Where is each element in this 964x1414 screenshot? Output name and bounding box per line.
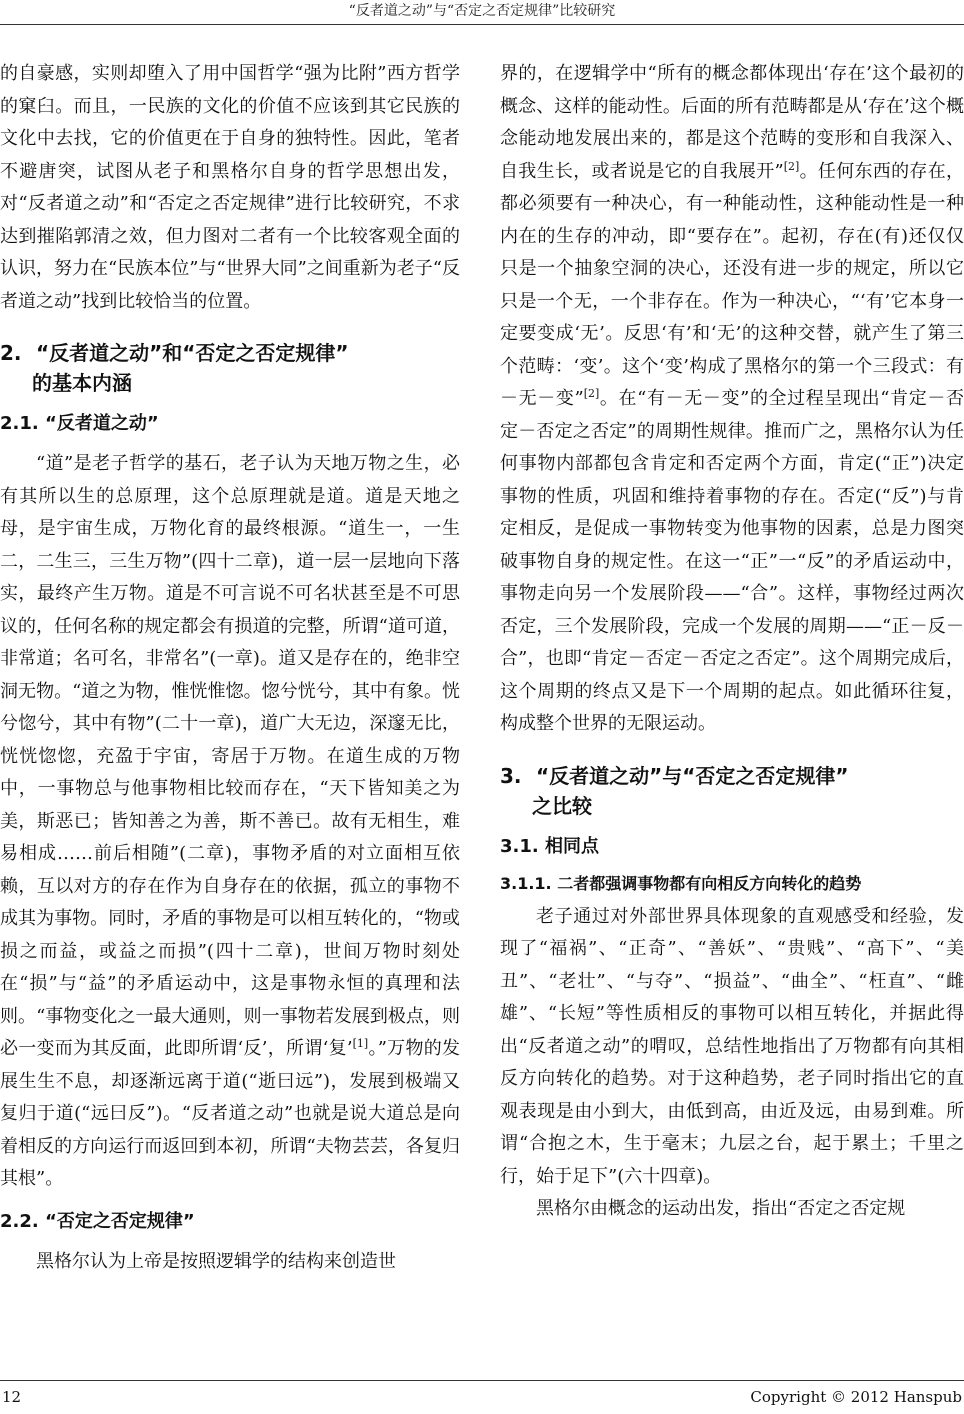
page-footer [0, 1374, 964, 1414]
section-2-1-text-a: “道”是老子哲学的基石，老子认为天地万物之生，必有其所以生的总原理，这个总原理就是道。道是天地之母，是宇宙生成，万物化育的最终根源。“道生一，一生二，二生三，三生万物”(四十二章)，道一层一层地向下落实，最终产生万物。道是不可言说不可名状甚至是不可思议的，任何名称的规定都会有损道的完整，所谓“道可道，非常道；名可名，非常名”(一章)。道又是存在的，绝非空洞无物。“道之为物，惟恍惟惚。惚兮恍兮，其中有象。恍兮惚兮，其中有物”(二十一章)，道广大无边，深邃无比，恍恍惚惚，充盈于宇宙，寄居于万物。在道生成的万物中，一事物总与他事物相比较而存在，“天下皆知美之为美，斯恶已；皆知善之为善，斯不善已。故有无相生，难易相成……前后相随”(二章)，事物矛盾的对立面相互依赖，互以对方的存在作为自身存在的依据，孤立的事物不成其为事物。同时，矛盾的事物是可以相互转化的，“物或损之而益，或益之而损”(四十二章)，世间万物时刻处在“损”与“益”的矛盾运动中，这是事物永恒的真理和法则。“事物变化之一最大通则，则一事物若发展到极点，则必一变而为其反面，此即所谓‘反’，所谓‘复’ [0, 453, 460, 1059]
citation-ref: [1] [352, 1037, 369, 1050]
citation-ref: [2] [783, 159, 800, 173]
continued-text-b: 。任何东西的存在，都必须要有一种决心，有一种能动性，这种能动性是一种内在的生存的冲动，即“要存在”。起初，存在(有)还仅仅只是一个抽象空洞的决心，还没有进一步的规定，所以它只是一个无，一个非存在。作为一种决心，“‘有’它本身一定要变成‘无’。反思‘有’和‘无’的这种交替，就产生了第三个范畴：‘变’。这个‘变’构成了黑格尔的第一个三段式：有－无－变” [500, 160, 964, 409]
section-3-title-line1: “反者道之动”与“否定之否定规律” [536, 763, 849, 788]
footer-rule [0, 1380, 964, 1381]
section-3-1-1-heading: 3.1.1. 二者都强调事物都有向相反方向转化的趋势 [500, 873, 862, 893]
left-column [0, 58, 460, 1278]
continued-paragraph [500, 58, 964, 741]
section-2-heading [0, 338, 460, 398]
section-2-number: 2. [0, 341, 22, 365]
section-3-heading [500, 761, 964, 821]
continued-text-a: 界的，在逻辑学中“所有的概念都体现出‘存在’这个最初的概念、这样的能动性。后面的所有范畴都是从‘存在’这个概念能动地发展出来的，都是这个范畴的变形和自我深入、自我生长，或者说是它的自我展开” [500, 63, 964, 182]
section-3-1-heading: 3.1. 相同点 [500, 835, 599, 857]
intro-paragraph: 的自豪感，实则却堕入了用中国哲学“强为比附”西方哲学的窠臼。而且，一民族的文化的价值不应该到其它民族的文化中去找，它的价值更在于自身的独特性。因此，笔者不避唐突，试图从老子和黑格尔自身的哲学思想出发，对“反者道之动”和“否定之否定规律”进行比较研究，不求达到摧陷郭清之效，但力图对二者有一个比较客观全面的认识，努力在“民族本位”与“世界大同”之间重新为老子“反者道之动”找到比较恰当的位置。 [0, 63, 461, 312]
section-3-number: 3. [500, 763, 522, 788]
citation-ref: [2] [583, 387, 600, 400]
section-2-2-paragraph: 黑格尔认为上帝是按照逻辑学的结构来创造世 [36, 1250, 396, 1272]
header-rule [0, 24, 964, 25]
section-2-1-heading: 2.1. “反者道之动” [0, 413, 159, 434]
copyright-notice: Copyright © 2012 Hanspub [750, 1388, 962, 1406]
section-2-title-line2: 的基本内涵 [32, 371, 132, 395]
page-number: 12 [2, 1388, 22, 1406]
running-title: “反者道之动”与“否定之否定规律”比较研究 [348, 3, 616, 19]
hegel-paragraph: 黑格尔由概念的运动出发，指出“否定之否定规 [536, 1198, 906, 1219]
section-2-1-text-b: 。”万物的发展生生不息，却逐渐远离于道(“逝曰远”)，发展到极端又复归于道(“远曰反”)。“反者道之动”也就是说大道总是向着相反的方向运行而返回到本初，所谓“夫物芸芸，各复归其根”。 [0, 1038, 460, 1189]
section-3-title-line2: 之比较 [532, 793, 592, 818]
section-3-1-1-paragraph: 老子通过对外部世界具体现象的直观感受和经验，发现了“福祸”、“正奇”、“善妖”、“贵贱”、“高下”、“美丑”、“老壮”、“与夺”、“损益”、“曲全”、“枉直”、“雌雄”、“长短”等性质相反的事物可以相互转化，并据此得出“反者道之动”的喟叹，总结性地指出了万物都有向其相反方向转化的趋势。对于这种趋势，老子同时指出它的直观表现是由小到大，由低到高，由近及远，由易到难。所谓“合抱之木，生于毫末；九层之台，起于累土；千里之行，始于足下”(六十四章)。 [500, 905, 964, 1187]
section-2-1-paragraph [0, 448, 460, 1196]
continued-text-c: 。在“有－无－变”的全过程呈现出“肯定－否定－否定之否定”的周期性规律。推而广之，黑格尔认为任何事物内部都包含肯定和否定两个方面，肯定(“正”)决定事物的性质，巩固和维持着事物的存在。否定(“反”)与肯定相反，是促成一事物转变为他事物的因素，总是力图突破事物自身的规定性。在这一“正”一“反”的矛盾运动中，事物走向另一个发展阶段——“合”。这样，事物经过两次否定，三个发展阶段，完成一个发展的周期——“正－反－合”，也即“肯定－否定－否定之否定”。这个周期完成后，这个周期的终点又是下一个周期的起点。如此循环往复，构成整个世界的无限运动。 [500, 388, 964, 734]
section-2-2-heading: 2.2. “否定之否定规律” [0, 1210, 195, 1232]
running-head [0, 0, 964, 30]
section-2-title-line1: “反者道之动”和“否定之否定规律” [36, 341, 349, 365]
right-column [500, 58, 964, 1226]
